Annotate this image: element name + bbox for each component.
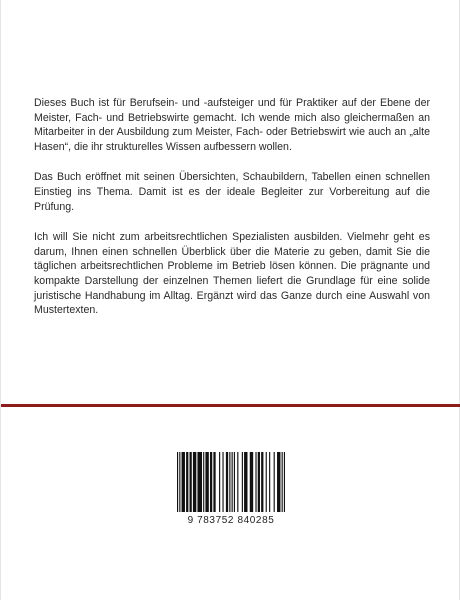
barcode-bar <box>179 452 180 512</box>
barcode-bar <box>242 452 243 512</box>
barcode-bar <box>177 452 178 512</box>
blurb-paragraph-1: Dieses Buch ist für Berufsein- und -aufsteiger und für Praktiker auf der Ebene der Meister, Fach- und Betriebswirte gemacht. Ich wende mich also gleichermaßen an Mitarbeiter in der Ausbildung zum Meister, Fach- oder Betriebswirt wie auch an „alte Hasen“, die ihr strukturelles Wissen aufbessern wollen. <box>34 97 430 153</box>
barcode-bars <box>167 452 295 514</box>
barcode-bar <box>229 452 230 512</box>
blurb-paragraph-2: Das Buch eröffnet mit seinen Übersichten, Schaubildern, Tabellen einen schnellen Einstieg ins Thema. Damit ist es der ideale Begleiter zur Vorbereitung auf die Prüfung. <box>34 171 430 213</box>
barcode-bar <box>203 452 204 512</box>
barcode-bar <box>234 452 235 512</box>
blurb-text <box>34 96 430 318</box>
barcode-bar <box>274 452 275 512</box>
barcode-bar <box>222 452 223 512</box>
barcode-bar <box>193 452 196 512</box>
isbn-number: 9 783752 840285 <box>187 515 275 526</box>
barcode-bar <box>190 452 192 512</box>
divider-line <box>1 404 460 407</box>
barcode-bar <box>244 452 247 512</box>
barcode-bar <box>266 452 267 512</box>
barcode-bar <box>258 452 260 512</box>
barcode-bar <box>250 452 253 512</box>
barcode-bar <box>237 452 238 512</box>
barcode-bar <box>232 452 233 512</box>
barcode-bar <box>282 452 283 512</box>
barcode-bar <box>213 452 215 512</box>
barcode-bar <box>197 452 202 512</box>
barcode-bar <box>210 452 212 512</box>
barcode-bar <box>269 452 270 512</box>
barcode-bar <box>277 452 280 512</box>
barcode-bar <box>284 452 285 512</box>
barcode-bar <box>219 452 220 512</box>
barcode-bar <box>261 452 263 512</box>
blurb-paragraph-3: Ich will Sie nicht zum arbeitsrechtlichen Spezialisten ausbilden. Vielmehr geht es darum, Ihnen einen schnellen Überblick über die Materie zu geben, damit Sie die täglichen arbeitsrechtlichen Probleme im Betrieb lösen können. Die prägnante und kompakte Darstellung der einzelnen Themen liefert die Grundlage für eine solide juristische Handhabung im Alltag. Ergänzt wird das Ganze durch eine Auswahl von Mustertexten. <box>34 231 430 317</box>
barcode-bar <box>205 452 208 512</box>
barcode-bar <box>226 452 228 512</box>
barcode-bar <box>186 452 188 512</box>
barcode-bar <box>255 452 256 512</box>
barcode-bar <box>182 452 185 512</box>
